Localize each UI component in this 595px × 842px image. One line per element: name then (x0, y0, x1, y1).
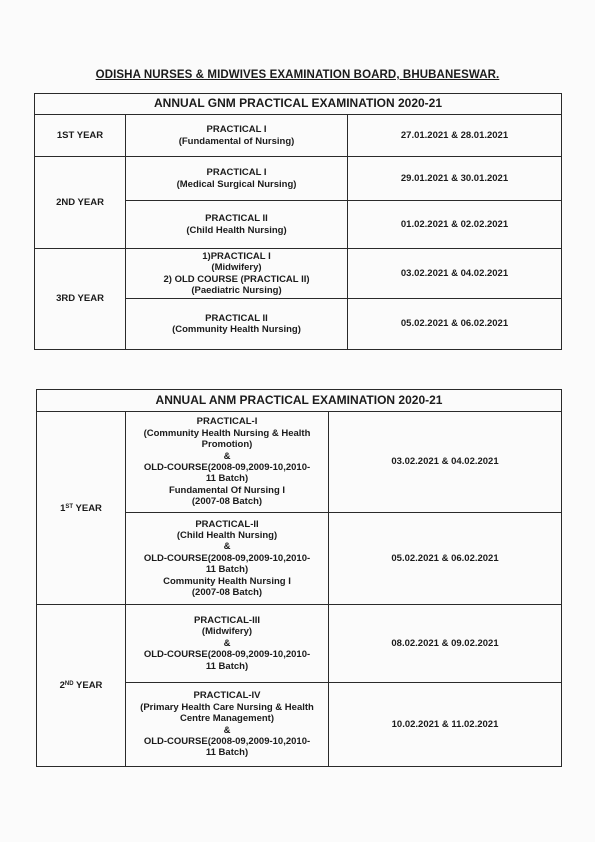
subject-line: & (223, 637, 231, 649)
subject-line: (Paediatric Nursing) (191, 284, 282, 296)
year-cell: 1ST YEAR (37, 412, 126, 605)
table-row (37, 412, 562, 513)
year-cell: 2ND YEAR (37, 605, 126, 767)
subject-cell (126, 115, 348, 157)
gnm-schedule-table (34, 93, 562, 350)
year-cell: 3RD YEAR (35, 249, 126, 350)
subject-line: Centre Management) (180, 713, 274, 725)
subject-line: (Community Health Nursing) (172, 324, 301, 335)
subject-line: (Child Health Nursing) (186, 224, 287, 236)
subject-line: PRACTICAL II (205, 312, 268, 324)
subject-line: 11 Batch) (205, 564, 249, 576)
date-cell: 05.02.2021 & 06.02.2021 (329, 513, 562, 605)
date-cell: 08.02.2021 & 09.02.2021 (329, 605, 562, 683)
subject-line: 2) OLD COURSE (PRACTICAL II) (163, 273, 310, 285)
subject-line: (Community Health Nursing & Health (143, 427, 311, 439)
gnm-table-title: ANNUAL GNM PRACTICAL EXAMINATION 2020-21 (35, 94, 562, 115)
subject-line: PRACTICAL I (206, 124, 267, 136)
subject-line: (Child Health Nursing) (176, 529, 278, 541)
subject-line: 11 Batch) (205, 660, 249, 672)
subject-line: 11 Batch) (205, 747, 249, 759)
subject-line: (Midwifery) (211, 262, 262, 274)
subject-line: OLD-COURSE(2008-09,2009-10,2010- (143, 462, 311, 473)
date-cell: 29.01.2021 & 30.01.2021 (348, 157, 562, 201)
table-row (35, 249, 562, 299)
date-cell: 03.02.2021 & 04.02.2021 (348, 249, 562, 299)
subject-line: & (223, 724, 231, 736)
date-cell: 05.02.2021 & 06.02.2021 (348, 299, 562, 350)
subject-line: & (223, 450, 231, 462)
subject-cell (126, 605, 329, 683)
subject-line: (Midwifery) (201, 626, 253, 638)
subject-line: 1)PRACTICAL I (202, 250, 271, 262)
year-cell: 2ND YEAR (35, 157, 126, 249)
subject-cell (126, 299, 348, 350)
subject-cell (126, 683, 329, 767)
subject-cell (126, 201, 348, 249)
subject-line: OLD-COURSE(2008-09,2009-10,2010- (143, 552, 311, 564)
table-row (35, 115, 562, 157)
subject-cell (126, 412, 329, 513)
date-cell: 27.01.2021 & 28.01.2021 (348, 115, 562, 157)
anm-table-title: ANNUAL ANM PRACTICAL EXAMINATION 2020-21 (37, 390, 562, 412)
subject-line: PRACTICAL-I (196, 416, 258, 428)
subject-line: PRACTICAL II (205, 213, 268, 225)
subject-line: PRACTICAL-III (194, 614, 260, 626)
date-cell: 03.02.2021 & 04.02.2021 (329, 412, 562, 513)
subject-cell (126, 157, 348, 201)
subject-line: 11 Batch) (205, 473, 249, 485)
subject-line: PRACTICAL-II (195, 518, 259, 530)
date-cell: 01.02.2021 & 02.02.2021 (348, 201, 562, 249)
subject-line: (Medical Surgical Nursing) (176, 178, 297, 190)
subject-line: Fundamental Of Nursing I (168, 484, 286, 496)
subject-line: OLD-COURSE(2008-09,2009-10,2010- (143, 649, 311, 661)
subject-cell (126, 249, 348, 299)
subject-line: OLD-COURSE(2008-09,2009-10,2010- (143, 735, 311, 747)
subject-line: Community Health Nursing I (163, 575, 291, 587)
table-row (37, 605, 562, 683)
subject-line: (Primary Health Care Nursing & Health (140, 701, 314, 713)
subject-line: (2007-08 Batch) (191, 496, 263, 508)
subject-line: (Fundamental of Nursing) (178, 135, 295, 147)
subject-line: PRACTICAL-IV (193, 690, 261, 702)
subject-line: PRACTICAL I (206, 167, 267, 179)
page-title: ODISHA NURSES & MIDWIVES EXAMINATION BOARD, BHUBANESWAR. (95, 69, 500, 81)
subject-line: & (223, 541, 231, 553)
date-cell: 10.02.2021 & 11.02.2021 (329, 683, 562, 767)
subject-line: (2007-08 Batch) (191, 587, 263, 599)
subject-cell (126, 513, 329, 605)
year-cell: 1ST YEAR (35, 115, 126, 157)
subject-line: Promotion) (201, 439, 253, 451)
anm-schedule-table (36, 389, 562, 767)
table-row (35, 157, 562, 201)
